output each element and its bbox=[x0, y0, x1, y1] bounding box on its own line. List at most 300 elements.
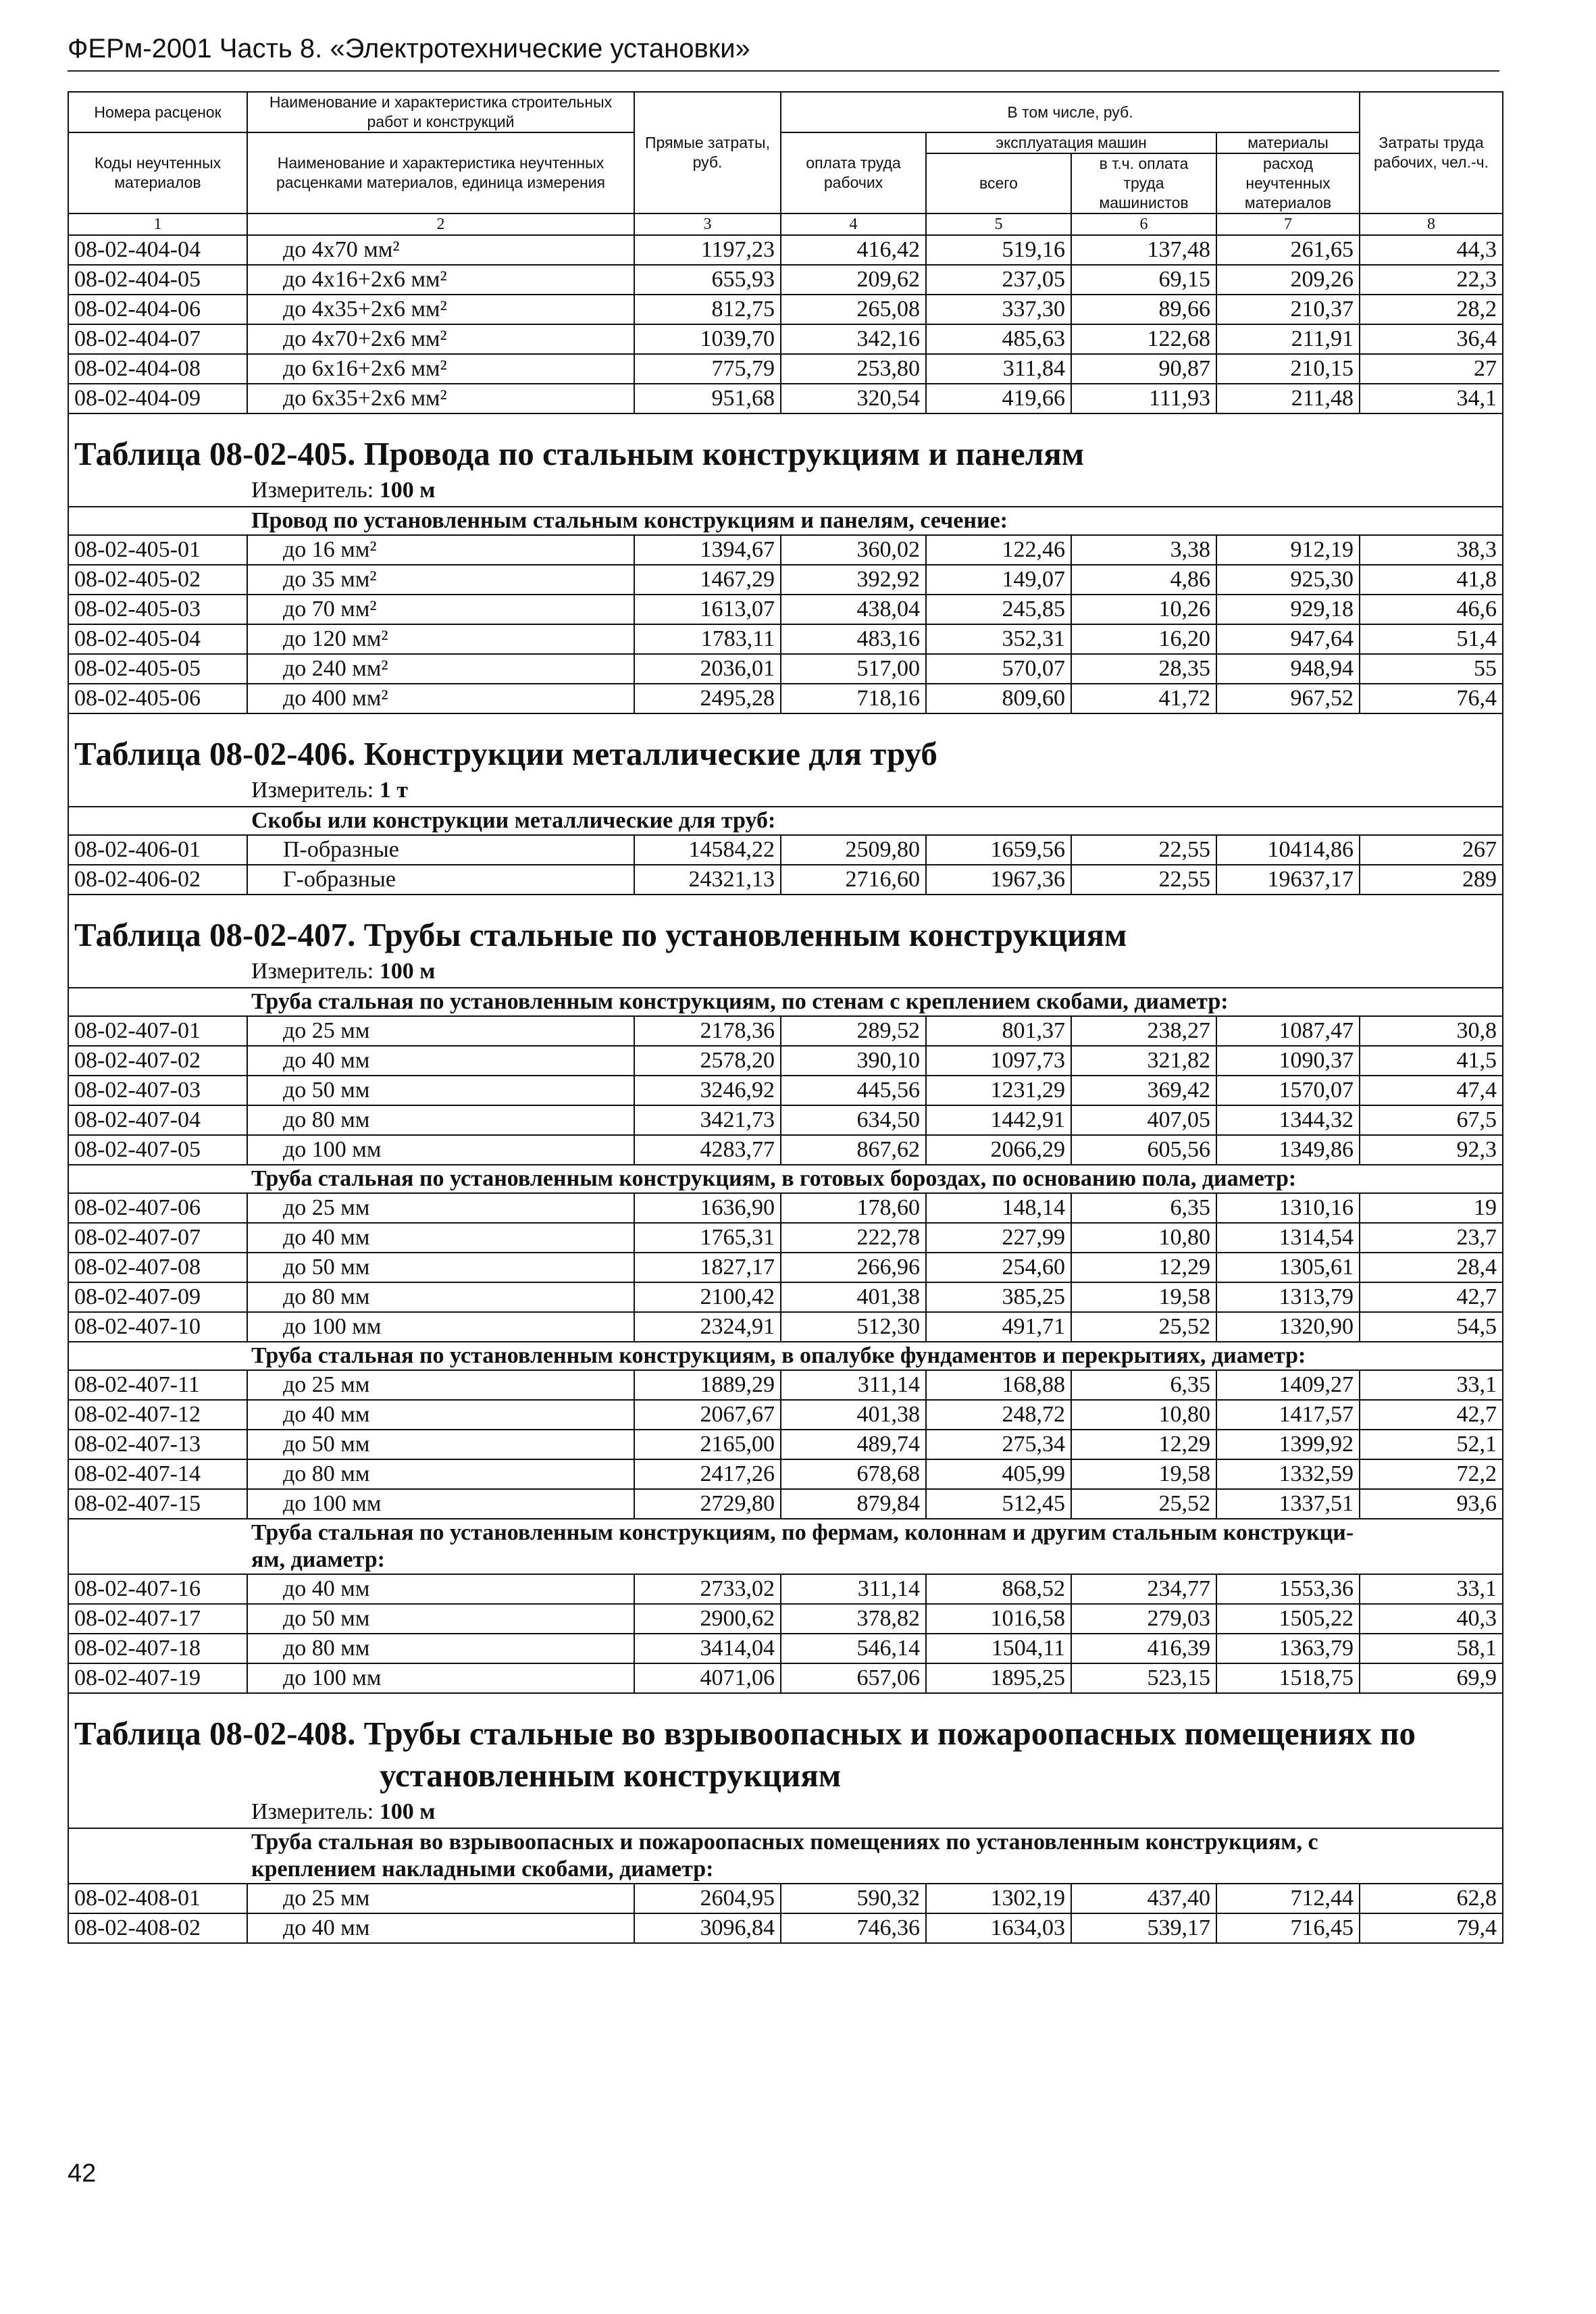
materials-use-cell: 1505,22 bbox=[1216, 1604, 1360, 1634]
worker-pay-cell: 178,60 bbox=[781, 1193, 926, 1223]
col-header-machinist-pay: в т.ч. оплата труда машинистов bbox=[1071, 153, 1216, 213]
machines-total-cell: 1442,91 bbox=[926, 1105, 1071, 1135]
direct-costs-cell: 812,75 bbox=[634, 295, 781, 324]
machines-total-cell: 1634,03 bbox=[926, 1913, 1071, 1943]
materials-use-cell: 211,91 bbox=[1216, 324, 1360, 354]
machines-total-cell: 311,84 bbox=[926, 354, 1071, 384]
materials-use-cell: 1399,92 bbox=[1216, 1430, 1360, 1459]
rate-code-cell: 08-02-407-11 bbox=[68, 1370, 247, 1400]
machines-total-cell: 801,37 bbox=[926, 1016, 1071, 1046]
materials-use-cell: 19637,17 bbox=[1216, 865, 1360, 895]
table-title-406: Таблица 08-02-406. Конструкции металлические для труб bbox=[68, 733, 1503, 775]
work-name-cell: до 240 мм² bbox=[247, 654, 634, 684]
direct-costs-cell: 14584,22 bbox=[634, 835, 781, 865]
worker-pay-cell: 438,04 bbox=[781, 595, 926, 624]
table-row bbox=[68, 1076, 1503, 1105]
direct-costs-cell: 655,93 bbox=[634, 265, 781, 295]
machines-total-cell: 227,99 bbox=[926, 1223, 1071, 1253]
rate-code-cell: 08-02-404-08 bbox=[68, 354, 247, 384]
materials-use-cell: 210,37 bbox=[1216, 295, 1360, 324]
rate-code-cell: 08-02-406-02 bbox=[68, 865, 247, 895]
section-heading-line2: креплением накладными скобами, диаметр: bbox=[251, 1857, 714, 1882]
labor-hours-cell: 27 bbox=[1360, 354, 1503, 384]
work-name-cell: до 50 мм bbox=[247, 1253, 634, 1282]
direct-costs-cell: 3414,04 bbox=[634, 1634, 781, 1663]
worker-pay-cell: 546,14 bbox=[781, 1634, 926, 1663]
direct-costs-cell: 1889,29 bbox=[634, 1370, 781, 1400]
table-title-407: Таблица 08-02-407. Трубы стальные по установленным конструкциям bbox=[68, 914, 1503, 956]
rate-code-cell: 08-02-408-01 bbox=[68, 1884, 247, 1913]
header-rule bbox=[68, 70, 1499, 72]
direct-costs-cell: 2178,36 bbox=[634, 1016, 781, 1046]
machinist-pay-cell: 605,56 bbox=[1071, 1135, 1216, 1165]
rate-code-cell: 08-02-404-04 bbox=[68, 235, 247, 265]
direct-costs-cell: 1613,07 bbox=[634, 595, 781, 624]
labor-hours-cell: 289 bbox=[1360, 865, 1503, 895]
worker-pay-cell: 489,74 bbox=[781, 1430, 926, 1459]
rate-code-cell: 08-02-405-06 bbox=[68, 684, 247, 713]
rate-code-cell: 08-02-405-05 bbox=[68, 654, 247, 684]
machines-total-cell: 275,34 bbox=[926, 1430, 1071, 1459]
labor-hours-cell: 267 bbox=[1360, 835, 1503, 865]
machinist-pay-cell: 22,55 bbox=[1071, 865, 1216, 895]
table-row bbox=[68, 1489, 1503, 1519]
direct-costs-cell: 1765,31 bbox=[634, 1223, 781, 1253]
direct-costs-cell: 951,68 bbox=[634, 384, 781, 413]
section-row bbox=[68, 1519, 1503, 1574]
machinist-pay-cell: 16,20 bbox=[1071, 624, 1216, 654]
labor-hours-cell: 38,3 bbox=[1360, 535, 1503, 565]
rate-code-cell: 08-02-405-04 bbox=[68, 624, 247, 654]
work-name-cell: до 80 мм bbox=[247, 1634, 634, 1663]
labor-hours-cell: 52,1 bbox=[1360, 1430, 1503, 1459]
worker-pay-cell: 360,02 bbox=[781, 535, 926, 565]
materials-use-cell: 1087,47 bbox=[1216, 1016, 1360, 1046]
worker-pay-cell: 746,36 bbox=[781, 1913, 926, 1943]
labor-hours-cell: 67,5 bbox=[1360, 1105, 1503, 1135]
direct-costs-cell: 4071,06 bbox=[634, 1663, 781, 1693]
labor-hours-cell: 36,4 bbox=[1360, 324, 1503, 354]
worker-pay-cell: 445,56 bbox=[781, 1076, 926, 1105]
worker-pay-cell: 342,16 bbox=[781, 324, 926, 354]
work-name-cell: до 80 мм bbox=[247, 1105, 634, 1135]
unit-row bbox=[68, 775, 1503, 807]
worker-pay-cell: 718,16 bbox=[781, 684, 926, 713]
machinist-pay-cell: 69,15 bbox=[1071, 265, 1216, 295]
rate-code-cell: 08-02-407-02 bbox=[68, 1046, 247, 1076]
direct-costs-cell: 2417,26 bbox=[634, 1459, 781, 1489]
worker-pay-cell: 867,62 bbox=[781, 1135, 926, 1165]
materials-use-cell: 929,18 bbox=[1216, 595, 1360, 624]
table-gap bbox=[68, 413, 1503, 433]
labor-hours-cell: 23,7 bbox=[1360, 1223, 1503, 1253]
unit-row bbox=[68, 475, 1503, 507]
work-name-cell: до 4х70 мм² bbox=[247, 235, 634, 265]
labor-hours-cell: 55 bbox=[1360, 654, 1503, 684]
machines-total-cell: 512,45 bbox=[926, 1489, 1071, 1519]
rate-code-cell: 08-02-407-19 bbox=[68, 1663, 247, 1693]
col-number: 6 bbox=[1071, 213, 1216, 235]
labor-hours-cell: 42,7 bbox=[1360, 1282, 1503, 1312]
work-name-cell: до 16 мм² bbox=[247, 535, 634, 565]
machinist-pay-cell: 3,38 bbox=[1071, 535, 1216, 565]
materials-use-cell: 211,48 bbox=[1216, 384, 1360, 413]
table-row bbox=[68, 1634, 1503, 1663]
rate-code-cell: 08-02-405-03 bbox=[68, 595, 247, 624]
work-name-cell: до 80 мм bbox=[247, 1282, 634, 1312]
table-row bbox=[68, 865, 1503, 895]
direct-costs-cell: 1467,29 bbox=[634, 565, 781, 595]
rate-code-cell: 08-02-407-13 bbox=[68, 1430, 247, 1459]
table-row bbox=[68, 1370, 1503, 1400]
machinist-pay-cell: 539,17 bbox=[1071, 1913, 1216, 1943]
machines-total-cell: 405,99 bbox=[926, 1459, 1071, 1489]
table-row bbox=[68, 1884, 1503, 1913]
table-row bbox=[68, 384, 1503, 413]
col-number: 4 bbox=[781, 213, 926, 235]
work-name-cell: до 50 мм bbox=[247, 1604, 634, 1634]
labor-hours-cell: 69,9 bbox=[1360, 1663, 1503, 1693]
direct-costs-cell: 2100,42 bbox=[634, 1282, 781, 1312]
machines-total-cell: 419,66 bbox=[926, 384, 1071, 413]
work-name-cell: до 70 мм² bbox=[247, 595, 634, 624]
section-row bbox=[68, 1828, 1503, 1884]
section-row bbox=[68, 988, 1503, 1016]
section-heading: Труба стальная по установленным конструкциям, в опалубке фундаментов и перекрытиях, диаметр: bbox=[68, 1342, 1503, 1370]
worker-pay-cell: 222,78 bbox=[781, 1223, 926, 1253]
materials-use-cell: 1310,16 bbox=[1216, 1193, 1360, 1223]
materials-use-cell: 1090,37 bbox=[1216, 1046, 1360, 1076]
work-name-cell: П-образные bbox=[247, 835, 634, 865]
machines-total-cell: 148,14 bbox=[926, 1193, 1071, 1223]
work-name-cell: до 40 мм bbox=[247, 1574, 634, 1604]
materials-use-cell: 948,94 bbox=[1216, 654, 1360, 684]
direct-costs-cell: 2729,80 bbox=[634, 1489, 781, 1519]
materials-use-cell: 947,64 bbox=[1216, 624, 1360, 654]
machinist-pay-cell: 137,48 bbox=[1071, 235, 1216, 265]
work-name-cell: до 4х35+2х6 мм² bbox=[247, 295, 634, 324]
col-header-direct-costs: Прямые затраты, руб. bbox=[634, 92, 781, 213]
table-title-408-line2: установленным конструкциям bbox=[380, 1757, 842, 1794]
direct-costs-cell: 1197,23 bbox=[634, 235, 781, 265]
direct-costs-cell: 2495,28 bbox=[634, 684, 781, 713]
table-row bbox=[68, 835, 1503, 865]
direct-costs-cell: 1636,90 bbox=[634, 1193, 781, 1223]
machines-total-cell: 337,30 bbox=[926, 295, 1071, 324]
work-name-cell: до 25 мм bbox=[247, 1016, 634, 1046]
header-row-2 bbox=[68, 132, 1503, 153]
materials-use-cell: 925,30 bbox=[1216, 565, 1360, 595]
materials-use-cell: 1409,27 bbox=[1216, 1370, 1360, 1400]
unit-label: Измеритель: bbox=[251, 478, 374, 503]
work-name-cell: до 6х35+2х6 мм² bbox=[247, 384, 634, 413]
work-name-cell: Г-образные bbox=[247, 865, 634, 895]
table-row bbox=[68, 1574, 1503, 1604]
section-heading-line1: Труба стальная во взрывоопасных и пожароопасных помещениях по установленным конструкциям, с bbox=[251, 1830, 1318, 1855]
col-header-machines-total: всего bbox=[926, 153, 1071, 213]
machinist-pay-cell: 416,39 bbox=[1071, 1634, 1216, 1663]
table-row bbox=[68, 654, 1503, 684]
work-name-cell: до 40 мм bbox=[247, 1046, 634, 1076]
machinist-pay-cell: 407,05 bbox=[1071, 1105, 1216, 1135]
worker-pay-cell: 253,80 bbox=[781, 354, 926, 384]
table-row bbox=[68, 235, 1503, 265]
table-gap bbox=[68, 895, 1503, 914]
work-name-cell: до 25 мм bbox=[247, 1370, 634, 1400]
machinist-pay-cell: 28,35 bbox=[1071, 654, 1216, 684]
rate-code-cell: 08-02-407-04 bbox=[68, 1105, 247, 1135]
worker-pay-cell: 634,50 bbox=[781, 1105, 926, 1135]
work-name-cell: до 40 мм bbox=[247, 1913, 634, 1943]
work-name-cell: до 80 мм bbox=[247, 1459, 634, 1489]
rate-code-cell: 08-02-405-02 bbox=[68, 565, 247, 595]
direct-costs-cell: 4283,77 bbox=[634, 1135, 781, 1165]
machinist-pay-cell: 279,03 bbox=[1071, 1604, 1216, 1634]
materials-use-cell: 210,15 bbox=[1216, 354, 1360, 384]
col-number: 8 bbox=[1360, 213, 1503, 235]
worker-pay-cell: 265,08 bbox=[781, 295, 926, 324]
materials-use-cell: 1305,61 bbox=[1216, 1253, 1360, 1282]
direct-costs-cell: 775,79 bbox=[634, 354, 781, 384]
unit-label: Измеритель: bbox=[251, 778, 374, 803]
machines-total-cell: 245,85 bbox=[926, 595, 1071, 624]
rate-code-cell: 08-02-407-10 bbox=[68, 1312, 247, 1342]
worker-pay-cell: 2716,60 bbox=[781, 865, 926, 895]
unit-value: 100 м bbox=[379, 478, 436, 503]
rate-code-cell: 08-02-407-16 bbox=[68, 1574, 247, 1604]
direct-costs-cell: 2733,02 bbox=[634, 1574, 781, 1604]
machines-total-cell: 237,05 bbox=[926, 265, 1071, 295]
labor-hours-cell: 54,5 bbox=[1360, 1312, 1503, 1342]
machinist-pay-cell: 41,72 bbox=[1071, 684, 1216, 713]
labor-hours-cell: 47,4 bbox=[1360, 1076, 1503, 1105]
table-row bbox=[68, 1430, 1503, 1459]
machinist-pay-cell: 238,27 bbox=[1071, 1016, 1216, 1046]
machines-total-cell: 149,07 bbox=[926, 565, 1071, 595]
worker-pay-cell: 401,38 bbox=[781, 1400, 926, 1430]
rate-code-cell: 08-02-404-06 bbox=[68, 295, 247, 324]
table-gap bbox=[68, 713, 1503, 733]
materials-use-cell: 712,44 bbox=[1216, 1884, 1360, 1913]
machinist-pay-cell: 10,80 bbox=[1071, 1400, 1216, 1430]
direct-costs-cell: 1394,67 bbox=[634, 535, 781, 565]
table-row bbox=[68, 1105, 1503, 1135]
table-row bbox=[68, 1135, 1503, 1165]
machines-total-cell: 485,63 bbox=[926, 324, 1071, 354]
unit-value: 100 м bbox=[379, 1799, 436, 1824]
work-name-cell: до 400 мм² bbox=[247, 684, 634, 713]
direct-costs-cell: 2036,01 bbox=[634, 654, 781, 684]
col-header-including: В том числе, руб. bbox=[781, 92, 1360, 132]
table-row bbox=[68, 1459, 1503, 1489]
worker-pay-cell: 517,00 bbox=[781, 654, 926, 684]
work-name-cell: до 25 мм bbox=[247, 1884, 634, 1913]
work-name-cell: до 40 мм bbox=[247, 1400, 634, 1430]
machines-total-cell: 519,16 bbox=[926, 235, 1071, 265]
rate-code-cell: 08-02-407-05 bbox=[68, 1135, 247, 1165]
rate-code-cell: 08-02-405-01 bbox=[68, 535, 247, 565]
table-row bbox=[68, 1663, 1503, 1693]
machinist-pay-cell: 22,55 bbox=[1071, 835, 1216, 865]
unit-row bbox=[68, 1796, 1503, 1828]
machinist-pay-cell: 437,40 bbox=[1071, 1884, 1216, 1913]
table-row bbox=[68, 324, 1503, 354]
labor-hours-cell: 33,1 bbox=[1360, 1370, 1503, 1400]
materials-use-cell: 10414,86 bbox=[1216, 835, 1360, 865]
table-title-408-line1: Таблица 08-02-408. Трубы стальные во взрывоопасных и пожароопасных помещениях по bbox=[74, 1715, 1416, 1752]
labor-hours-cell: 34,1 bbox=[1360, 384, 1503, 413]
worker-pay-cell: 378,82 bbox=[781, 1604, 926, 1634]
machines-total-cell: 868,52 bbox=[926, 1574, 1071, 1604]
section-row bbox=[68, 1342, 1503, 1370]
worker-pay-cell: 879,84 bbox=[781, 1489, 926, 1519]
machines-total-cell: 248,72 bbox=[926, 1400, 1071, 1430]
labor-hours-cell: 92,3 bbox=[1360, 1135, 1503, 1165]
table-row bbox=[68, 535, 1503, 565]
table-row bbox=[68, 595, 1503, 624]
rate-code-cell: 08-02-407-09 bbox=[68, 1282, 247, 1312]
section-heading: Труба стальная по установленным конструкциям, по стенам с креплением скобами, диаметр: bbox=[68, 988, 1503, 1016]
labor-hours-cell: 28,2 bbox=[1360, 295, 1503, 324]
direct-costs-cell: 1039,70 bbox=[634, 324, 781, 354]
worker-pay-cell: 311,14 bbox=[781, 1370, 926, 1400]
rate-code-cell: 08-02-407-18 bbox=[68, 1634, 247, 1663]
table-row bbox=[68, 1016, 1503, 1046]
col-header-name-top: Наименование и характеристика строительных работ и конструкций bbox=[247, 92, 634, 132]
table-title-row bbox=[68, 433, 1503, 475]
machinist-pay-cell: 89,66 bbox=[1071, 295, 1216, 324]
worker-pay-cell: 390,10 bbox=[781, 1046, 926, 1076]
materials-use-cell: 1553,36 bbox=[1216, 1574, 1360, 1604]
machines-total-cell: 1895,25 bbox=[926, 1663, 1071, 1693]
rate-code-cell: 08-02-407-14 bbox=[68, 1459, 247, 1489]
materials-use-cell: 1363,79 bbox=[1216, 1634, 1360, 1663]
table-row bbox=[68, 265, 1503, 295]
machinist-pay-cell: 12,29 bbox=[1071, 1253, 1216, 1282]
unit-value: 100 м bbox=[379, 959, 436, 984]
col-number: 3 bbox=[634, 213, 781, 235]
work-name-cell: до 100 мм bbox=[247, 1135, 634, 1165]
machinist-pay-cell: 6,35 bbox=[1071, 1370, 1216, 1400]
worker-pay-cell: 512,30 bbox=[781, 1312, 926, 1342]
col-header-name-bottom: Наименование и характеристика неучтенных расценками материалов, единица измерения bbox=[247, 132, 634, 213]
machinist-pay-cell: 111,93 bbox=[1071, 384, 1216, 413]
labor-hours-cell: 40,3 bbox=[1360, 1604, 1503, 1634]
labor-hours-cell: 28,4 bbox=[1360, 1253, 1503, 1282]
rate-code-cell: 08-02-407-12 bbox=[68, 1400, 247, 1430]
col-number: 2 bbox=[247, 213, 634, 235]
direct-costs-cell: 2165,00 bbox=[634, 1430, 781, 1459]
materials-use-cell: 1337,51 bbox=[1216, 1489, 1360, 1519]
materials-use-cell: 1314,54 bbox=[1216, 1223, 1360, 1253]
rate-code-cell: 08-02-406-01 bbox=[68, 835, 247, 865]
unit-label: Измеритель: bbox=[251, 959, 374, 984]
machines-total-cell: 385,25 bbox=[926, 1282, 1071, 1312]
col-header-worker-pay: оплата труда рабочих bbox=[781, 132, 926, 213]
machines-total-cell: 1967,36 bbox=[926, 865, 1071, 895]
section-row bbox=[68, 507, 1503, 535]
table-title-408 bbox=[68, 1713, 1503, 1796]
unit-row bbox=[68, 956, 1503, 988]
labor-hours-cell: 62,8 bbox=[1360, 1884, 1503, 1913]
section-heading: Скобы или конструкции металлические для труб: bbox=[68, 807, 1503, 835]
materials-use-cell: 209,26 bbox=[1216, 265, 1360, 295]
machines-total-cell: 570,07 bbox=[926, 654, 1071, 684]
table-title-405: Таблица 08-02-405. Провода по стальным конструкциям и панелям bbox=[68, 433, 1503, 475]
machines-total-cell: 168,88 bbox=[926, 1370, 1071, 1400]
work-name-cell: до 120 мм² bbox=[247, 624, 634, 654]
unit-value: 1 т bbox=[379, 778, 408, 803]
machinist-pay-cell: 19,58 bbox=[1071, 1459, 1216, 1489]
work-name-cell: до 100 мм bbox=[247, 1489, 634, 1519]
machinist-pay-cell: 122,68 bbox=[1071, 324, 1216, 354]
table-row bbox=[68, 1223, 1503, 1253]
machines-total-cell: 1231,29 bbox=[926, 1076, 1071, 1105]
machinist-pay-cell: 234,77 bbox=[1071, 1574, 1216, 1604]
machines-total-cell: 254,60 bbox=[926, 1253, 1071, 1282]
worker-pay-cell: 678,68 bbox=[781, 1459, 926, 1489]
table-row bbox=[68, 1312, 1503, 1342]
machines-total-cell: 122,46 bbox=[926, 535, 1071, 565]
worker-pay-cell: 289,52 bbox=[781, 1016, 926, 1046]
section-heading-line2: ям, диаметр: bbox=[251, 1547, 385, 1572]
direct-costs-cell: 1827,17 bbox=[634, 1253, 781, 1282]
work-name-cell: до 50 мм bbox=[247, 1430, 634, 1459]
labor-hours-cell: 72,2 bbox=[1360, 1459, 1503, 1489]
table-title-row bbox=[68, 914, 1503, 956]
materials-use-cell: 1313,79 bbox=[1216, 1282, 1360, 1312]
section-row bbox=[68, 1165, 1503, 1193]
materials-use-cell: 1344,32 bbox=[1216, 1105, 1360, 1135]
table-row bbox=[68, 1193, 1503, 1223]
rate-code-cell: 08-02-407-08 bbox=[68, 1253, 247, 1282]
section-heading-line1: Труба стальная по установленным конструкциям, по фермам, колоннам и другим стальным конструкци- bbox=[251, 1520, 1354, 1545]
work-name-cell: до 25 мм bbox=[247, 1193, 634, 1223]
labor-hours-cell: 76,4 bbox=[1360, 684, 1503, 713]
materials-use-cell: 1570,07 bbox=[1216, 1076, 1360, 1105]
rate-code-cell: 08-02-407-01 bbox=[68, 1016, 247, 1046]
machines-total-cell: 1504,11 bbox=[926, 1634, 1071, 1663]
worker-pay-cell: 657,06 bbox=[781, 1663, 926, 1693]
machines-total-cell: 491,71 bbox=[926, 1312, 1071, 1342]
direct-costs-cell: 3421,73 bbox=[634, 1105, 781, 1135]
work-name-cell: до 35 мм² bbox=[247, 565, 634, 595]
work-name-cell: до 4х16+2х6 мм² bbox=[247, 265, 634, 295]
direct-costs-cell: 24321,13 bbox=[634, 865, 781, 895]
col-header-labor-hours: Затраты труда рабочих, чел.-ч. bbox=[1360, 92, 1503, 213]
machinist-pay-cell: 10,80 bbox=[1071, 1223, 1216, 1253]
col-header-machines: эксплуатация машин bbox=[926, 132, 1216, 153]
labor-hours-cell: 42,7 bbox=[1360, 1400, 1503, 1430]
labor-hours-cell: 41,8 bbox=[1360, 565, 1503, 595]
materials-use-cell: 1417,57 bbox=[1216, 1400, 1360, 1430]
materials-use-cell: 261,65 bbox=[1216, 235, 1360, 265]
machinist-pay-cell: 90,87 bbox=[1071, 354, 1216, 384]
rate-code-cell: 08-02-407-03 bbox=[68, 1076, 247, 1105]
rate-code-cell: 08-02-404-07 bbox=[68, 324, 247, 354]
work-name-cell: до 50 мм bbox=[247, 1076, 634, 1105]
table-row bbox=[68, 1046, 1503, 1076]
table-row bbox=[68, 1913, 1503, 1943]
worker-pay-cell: 209,62 bbox=[781, 265, 926, 295]
col-number: 5 bbox=[926, 213, 1071, 235]
rate-code-cell: 08-02-407-07 bbox=[68, 1223, 247, 1253]
direct-costs-cell: 3246,92 bbox=[634, 1076, 781, 1105]
direct-costs-cell: 3096,84 bbox=[634, 1913, 781, 1943]
section-heading: Провод по установленным стальным конструкциям и панелям, сечение: bbox=[68, 507, 1503, 535]
col-header-materials: материалы bbox=[1216, 132, 1360, 153]
work-name-cell: до 40 мм bbox=[247, 1223, 634, 1253]
